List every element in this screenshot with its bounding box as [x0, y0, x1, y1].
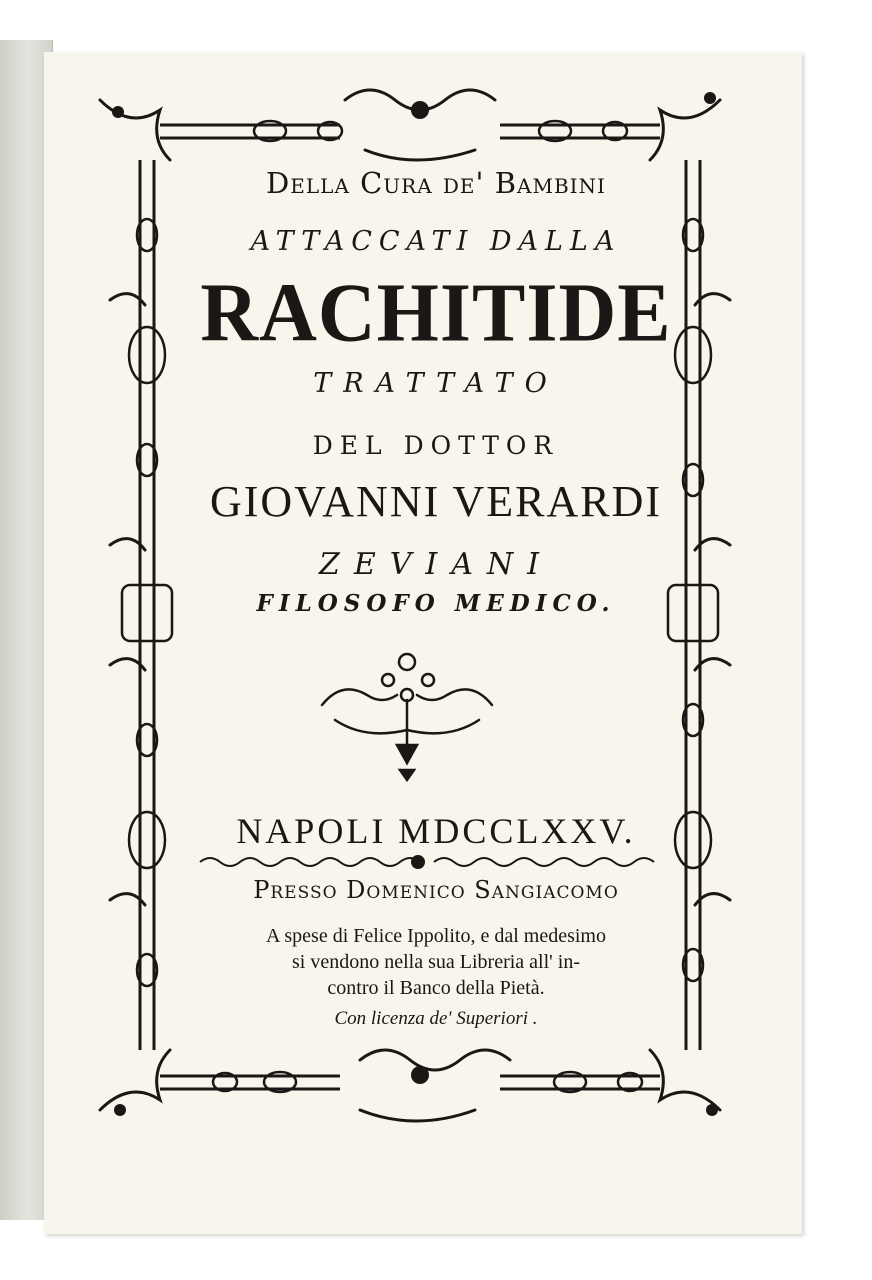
place-and-date: NAPOLI MDCCLXXV. [236, 811, 636, 851]
author-surname: ZEVIANI [318, 547, 554, 582]
author-prefix: DEL DOTTOR [312, 431, 560, 460]
subtitle: TRATTATO [313, 368, 559, 399]
imprint-line-2: si vendono nella sua Libreria all' in- [292, 951, 580, 973]
imprint-line-1: A spese di Felice Ippolito, e dal medesimo [266, 925, 606, 947]
license-line: Con licenza de' Superiori . [334, 1008, 538, 1029]
ornamental-chain-rule [200, 856, 654, 868]
title-line-2: ATTACCATI DALLA [250, 226, 622, 257]
printer-line: Presso Domenico Sangiacomo [253, 876, 619, 904]
author-name: GIOVANNI VERARDI [209, 477, 663, 526]
title-line-1: Della Cura de' Bambini [266, 166, 606, 200]
floral-bouquet-vignette [322, 654, 492, 780]
imprint-line-3: contro il Banco della Pietà. [327, 977, 545, 999]
author-title: FILOSOFO MEDICO. [256, 590, 616, 617]
main-title: RACHITIDE [200, 266, 672, 360]
